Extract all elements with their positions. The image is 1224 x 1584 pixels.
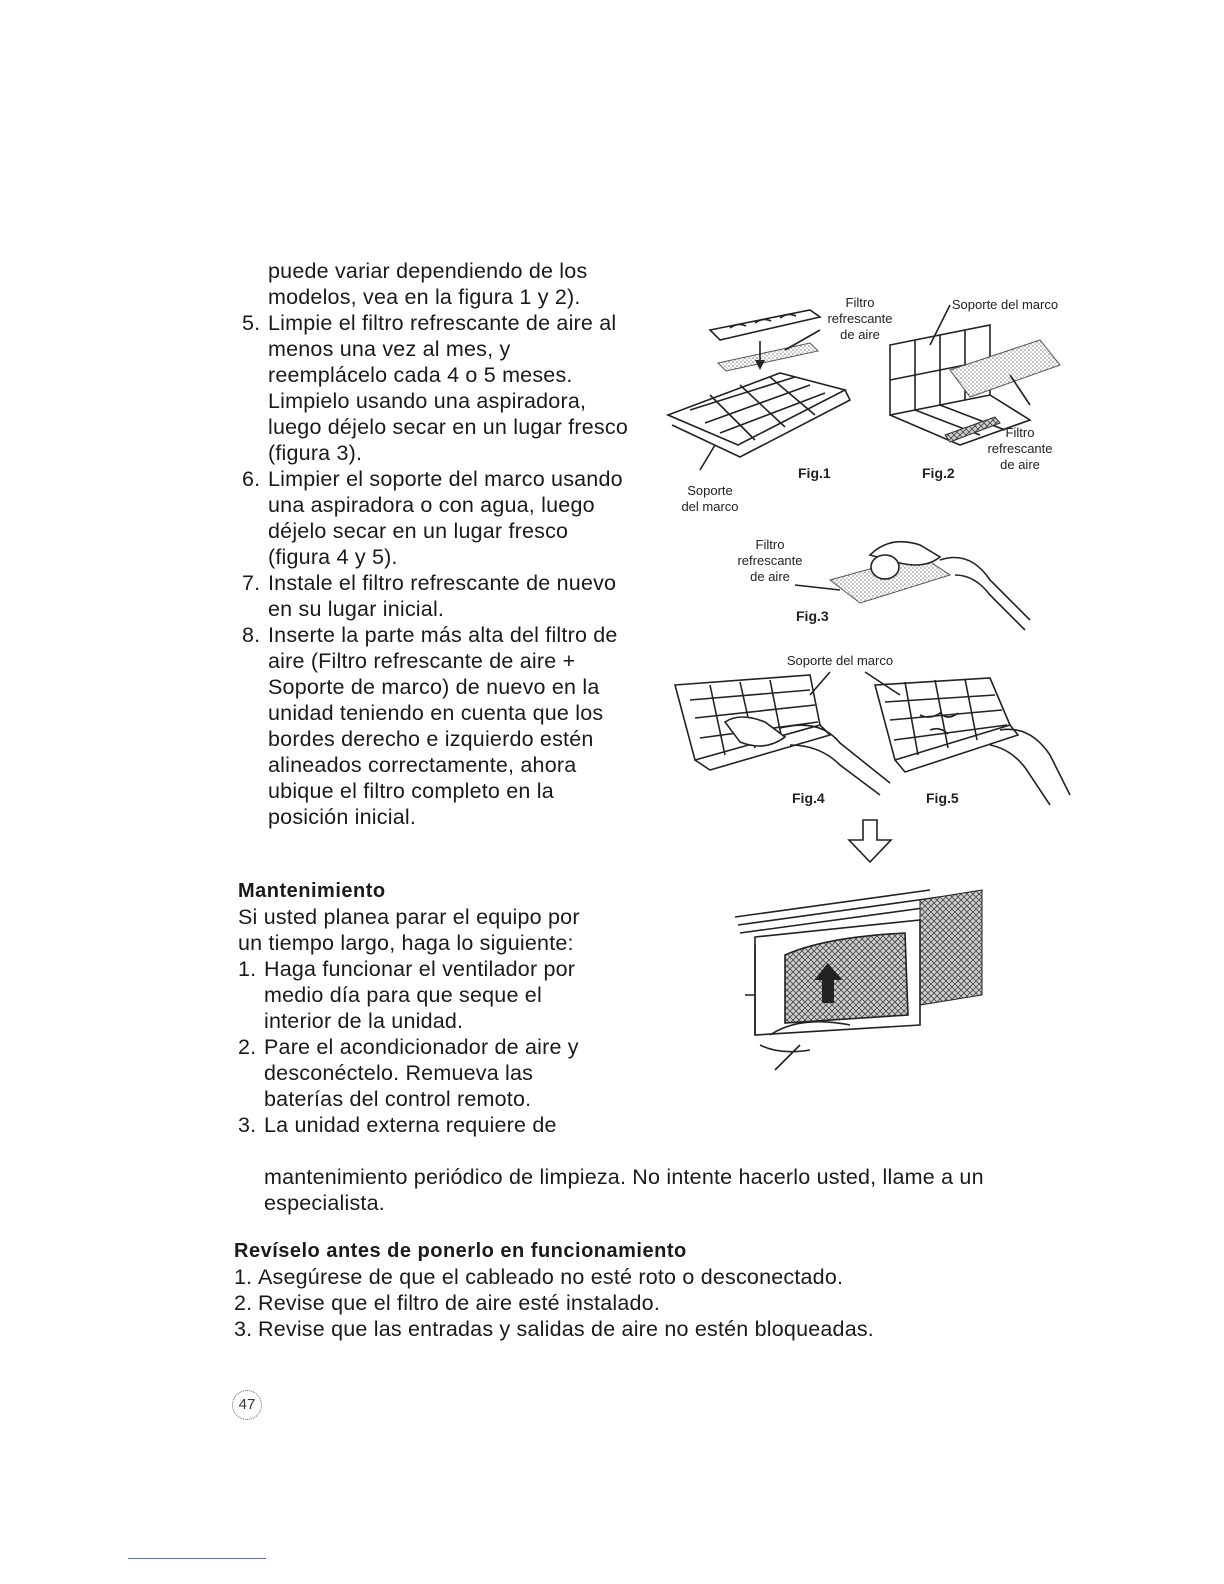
label-line: de aire <box>750 569 790 584</box>
item-line: ubique el filtro completo en la <box>268 779 554 803</box>
item-number: 2. <box>234 1291 253 1315</box>
item-number: 3. <box>234 1317 253 1341</box>
label-line: refrescante <box>987 441 1053 456</box>
item-line: reemplácelo cada 4 o 5 meses. <box>268 363 573 387</box>
item-line: bordes derecho e izquierdo estén <box>268 727 594 751</box>
item-line: (figura 3). <box>268 441 363 465</box>
item-number: 5. <box>242 311 261 335</box>
item-line: Haga funcionar el ventilador por <box>264 957 576 981</box>
item-number: 1. <box>234 1265 253 1289</box>
item-number: 3. <box>238 1113 257 1137</box>
label-line: del marco <box>681 499 739 514</box>
maintenance-intro: Si usted planea parar el equipo por <box>238 905 580 929</box>
figure-1-2 <box>660 285 1080 525</box>
label-line: refrescante <box>827 311 893 326</box>
item-line: Pare el acondicionador de aire y <box>264 1035 579 1059</box>
item-line: (figura 4 y 5). <box>268 545 398 569</box>
label-line: refrescante <box>737 553 803 568</box>
label-line: Soporte <box>687 483 733 498</box>
fig3-filter-label <box>720 537 820 585</box>
item-number: 8. <box>242 623 261 647</box>
item-line: Instale el filtro refrescante de nuevo <box>268 571 617 595</box>
item-number: 7. <box>242 571 261 595</box>
list-item <box>234 1290 1054 1316</box>
item-line: menos una vez al mes, y <box>268 337 511 361</box>
item-line: La unidad externa requiere de <box>264 1113 557 1137</box>
down-arrow-icon <box>845 818 895 864</box>
list-item <box>238 1034 658 1112</box>
label-line: Filtro <box>755 537 785 552</box>
label-line: de aire <box>840 327 880 342</box>
item-line: aire (Filtro refrescante de aire + <box>268 649 576 673</box>
item-line: Limpielo usando una aspiradora, <box>268 389 587 413</box>
label-line: Filtro <box>845 295 875 310</box>
list-item <box>242 570 662 622</box>
list-item <box>238 956 658 1034</box>
figure-install <box>730 885 990 1080</box>
intro-line: puede variar dependiendo de los <box>268 259 588 283</box>
item-line: interior de la unidad. <box>264 1009 464 1033</box>
item-line: baterías del control remoto. <box>264 1087 532 1111</box>
list-item <box>242 466 662 570</box>
continuation-line: mantenimiento periódico de limpieza. No intente hacerlo usted, llame a un <box>264 1165 984 1189</box>
item-line: medio día para que seque el <box>264 983 542 1007</box>
maintenance-continuation <box>264 1164 1064 1216</box>
fig2-caption: Fig.2 <box>922 465 955 481</box>
list-item <box>242 622 662 830</box>
fig1-frame-label <box>675 483 745 515</box>
item-line: Limpie el filtro refrescante de aire al <box>268 311 617 335</box>
check-section <box>234 1238 1054 1342</box>
list-item <box>238 1112 658 1138</box>
label-line: de aire <box>1000 457 1040 472</box>
figure-4-5 <box>670 650 1080 815</box>
maintenance-title: Mantenimiento <box>238 880 386 902</box>
fig1-caption: Fig.1 <box>798 465 831 481</box>
item-line: Limpier el soporte del marco usando <box>268 467 623 491</box>
list-item <box>234 1316 1054 1342</box>
item-number: 6. <box>242 467 261 491</box>
item-line: alineados correctamente, ahora <box>268 753 577 777</box>
fig5-caption: Fig.5 <box>926 790 959 806</box>
page-number-badge <box>232 1390 262 1420</box>
figure-3 <box>720 535 1040 635</box>
fig2-filter-label <box>975 425 1065 473</box>
fig1-filter-label <box>820 295 900 343</box>
fig3-caption: Fig.3 <box>796 608 829 624</box>
item-line: Revise que el filtro de aire esté instalado. <box>258 1291 660 1315</box>
footer-rule <box>128 1558 266 1559</box>
unit-install-illustration <box>730 885 990 1080</box>
page-number: 47 <box>238 1396 256 1413</box>
item-line: desconéctelo. Remueva las <box>264 1061 534 1085</box>
list-item <box>234 1264 1054 1290</box>
frame-cleaning-illustration <box>670 650 1080 815</box>
check-title: Revíselo antes de ponerlo en funcionamiento <box>234 1240 687 1262</box>
maintenance-intro: un tiempo largo, haga lo siguiente: <box>238 931 574 955</box>
item-number: 1. <box>238 957 257 981</box>
item-number: 2. <box>238 1035 257 1059</box>
item-line: Soporte de marco) de nuevo en la <box>268 675 600 699</box>
item-line: unidad teniendo en cuenta que los <box>268 701 604 725</box>
label-line: Filtro <box>1005 425 1035 440</box>
fig4-caption: Fig.4 <box>792 790 825 806</box>
continuation-line: especialista. <box>264 1191 385 1215</box>
instructions-column <box>242 258 662 830</box>
item-line: Inserte la parte más alta del filtro de <box>268 623 618 647</box>
intro-line: modelos, vea en la figura 1 y 2). <box>268 285 581 309</box>
fig2-frame-label: Soporte del marco <box>951 297 1059 312</box>
list-item <box>242 310 662 466</box>
item-line: luego déjelo secar en un lugar fresco <box>268 415 628 439</box>
item-line: en su lugar inicial. <box>268 597 445 621</box>
maintenance-section <box>238 878 658 1138</box>
item-line: déjelo secar en un lugar fresco <box>268 519 569 543</box>
fig45-frame-label: Soporte del marco <box>786 653 894 668</box>
item-line: Asegúrese de que el cableado no esté roto o desconectado. <box>258 1265 844 1289</box>
item-line: una aspiradora o con agua, luego <box>268 493 595 517</box>
item-line: Revise que las entradas y salidas de aire no estén bloqueadas. <box>258 1317 874 1341</box>
item-line: posición inicial. <box>268 805 417 829</box>
